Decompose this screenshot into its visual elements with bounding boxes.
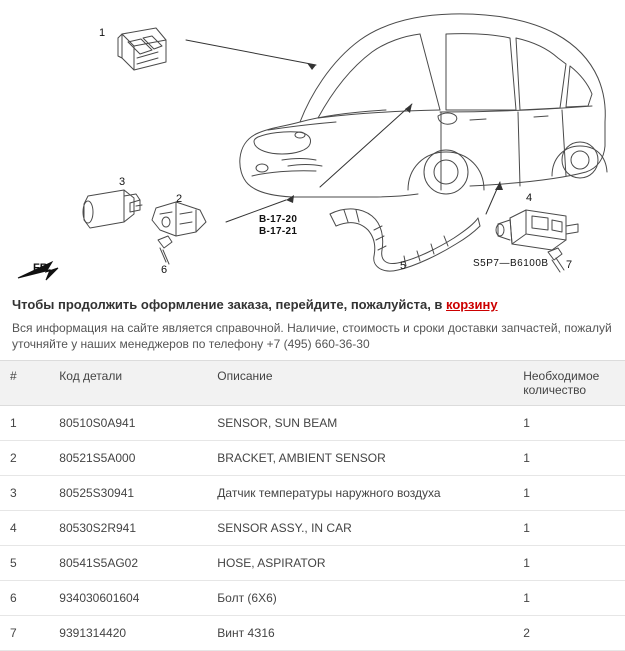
diagram-svg [0,0,625,290]
notice-block [0,290,625,352]
row-quantity: 1 [513,581,625,616]
table-row[interactable] [0,476,625,511]
fr-label: FR. [33,262,51,274]
disclaimer-line-2: уточняйте у наших менеджеров по телефону +7 (495) 660-36-30 [12,337,370,351]
cart-link[interactable]: корзину [446,297,498,312]
header-quantity [513,361,625,406]
row-code: 80530S2R941 [49,511,207,546]
row-quantity: 2 [513,616,625,651]
callout-3: 3 [119,176,126,188]
row-index: 1 [0,406,49,441]
header-quantity-line1: Необходимое [523,369,600,383]
parts-diagram [0,0,625,290]
callout-6: 6 [161,264,168,276]
part-code-b-17-21: B-17-21 [259,226,298,237]
disclaimer-line-1: Вся информация на сайте является справочной. Наличие, стоимость и сроки доставки запчастей, пожалуй [12,321,612,335]
checkout-notice-text: Чтобы продолжить оформление заказа, перейдите, пожалуйста, в [12,297,447,312]
row-description: Винт 4З16 [207,616,513,651]
row-index: 3 [0,476,49,511]
table-row[interactable] [0,581,625,616]
row-description: HOSE, ASPIRATOR [207,546,513,581]
table-row[interactable] [0,441,625,476]
callout-1: 1 [99,27,106,39]
row-description: Датчик температуры наружного воздуха [207,476,513,511]
row-description: SENSOR, SUN BEAM [207,406,513,441]
row-code: 80525S30941 [49,476,207,511]
header-index: # [0,361,49,406]
table-row[interactable] [0,511,625,546]
callout-7: 7 [566,259,573,271]
row-code: 80541S5AG02 [49,546,207,581]
row-description: Болт (6Х6) [207,581,513,616]
parts-table [0,360,625,651]
checkout-notice [12,296,613,314]
table-row[interactable] [0,616,625,651]
table-row[interactable] [0,406,625,441]
header-code: Код детали [49,361,207,406]
row-quantity: 1 [513,476,625,511]
diagram-code: S5P7—B6100B [473,258,549,269]
header-quantity-line2: количество [523,383,587,397]
table-row[interactable] [0,546,625,581]
row-index: 4 [0,511,49,546]
row-index: 5 [0,546,49,581]
row-code: 80510S0A941 [49,406,207,441]
row-index: 7 [0,616,49,651]
callout-5: 5 [400,260,407,272]
row-code: 80521S5A000 [49,441,207,476]
row-code: 9391314420 [49,616,207,651]
part-code-b-17-20: B-17-20 [259,214,298,225]
row-code: 934030601604 [49,581,207,616]
row-quantity: 1 [513,441,625,476]
parts-table-body [0,406,625,651]
row-quantity: 1 [513,511,625,546]
parts-table-header-row [0,361,625,406]
row-quantity: 1 [513,406,625,441]
callout-4: 4 [526,192,533,204]
row-index: 2 [0,441,49,476]
callout-2: 2 [176,193,183,205]
row-index: 6 [0,581,49,616]
row-description: SENSOR ASSY., IN CAR [207,511,513,546]
parts-table-head [0,361,625,406]
row-description: BRACKET, AMBIENT SENSOR [207,441,513,476]
row-quantity: 1 [513,546,625,581]
header-description: Описание [207,361,513,406]
